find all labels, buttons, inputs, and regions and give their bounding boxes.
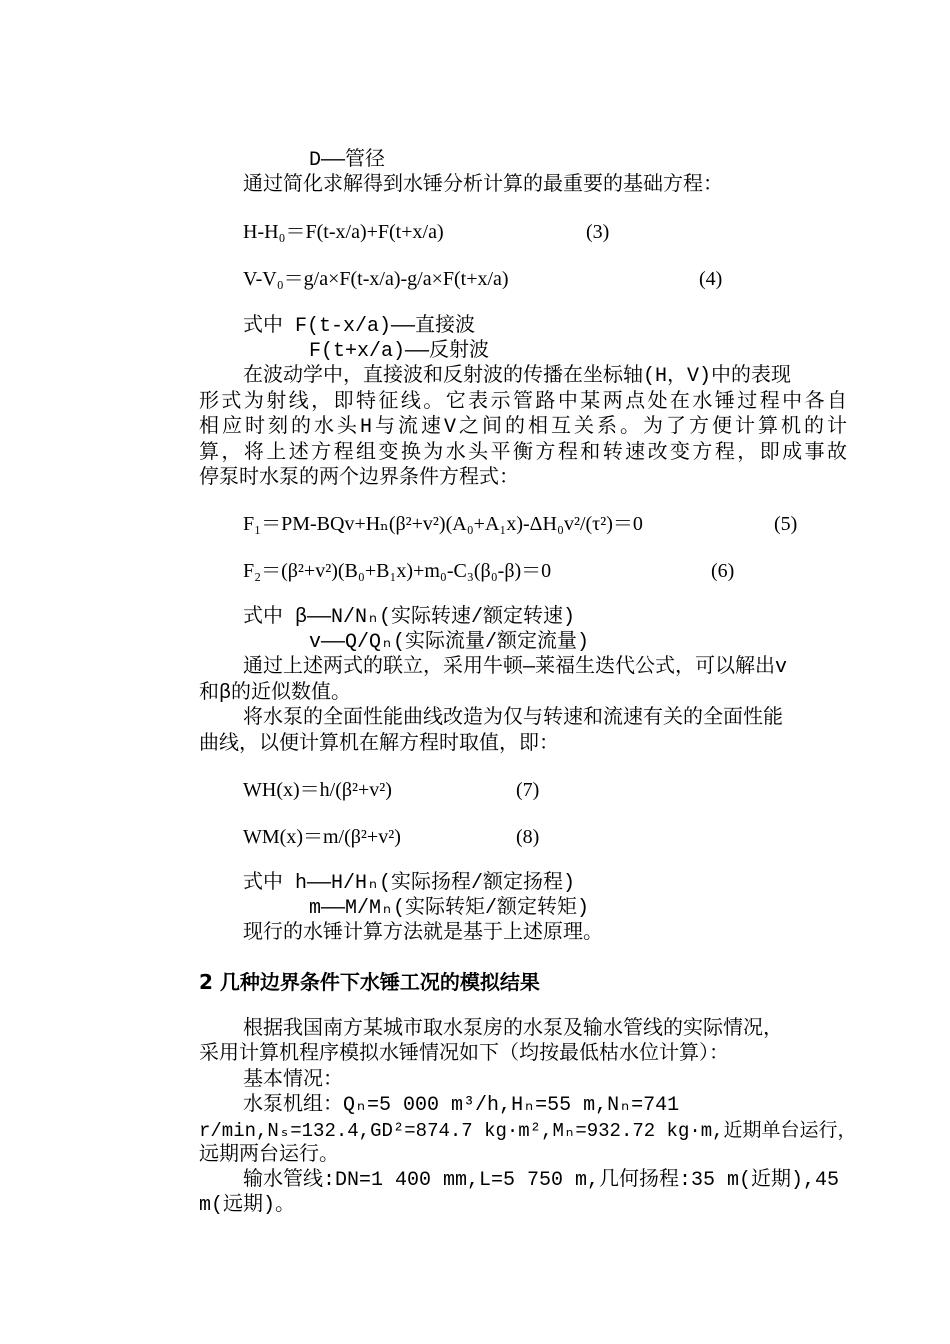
text-line: 在波动学中，直接波和反射波的传播在坐标轴(H，V)中的表现 <box>243 365 792 388</box>
equation-number: (6) <box>711 560 735 582</box>
equation-5: F₁＝PM-BQv+Hₙ(β²+v²)(A₀+A₁x)-ΔH₀v²/(τ²)＝0 <box>243 513 643 535</box>
equation-number: (3) <box>586 221 610 243</box>
text-line: 通过简化求解得到水锤分析计算的最重要的基础方程： <box>243 174 723 197</box>
text-line: F(t+x/a)——反射波 <box>309 340 490 363</box>
text-line: 基本情况： <box>243 1069 343 1092</box>
text-line: 式中 F(t-x/a)——直接波 <box>243 315 476 338</box>
text-line: 曲线，以便计算机在解方程时取值，即： <box>199 733 559 756</box>
equation-4: V-V₀＝g/a×F(t-x/a)-g/a×F(t+x/a) <box>243 268 509 290</box>
text-line: v——Q/Qₙ(实际流量/额定流量) <box>309 631 590 654</box>
text-line: 现行的水锤计算方法就是基于上述原理。 <box>243 922 603 945</box>
equation-8: WM(x)＝m/(β²+v²) <box>243 826 401 848</box>
text-line: 输水管线:DN=1 400 mm,L=5 750 m,几何扬程:35 m(近期),45 <box>243 1169 840 1192</box>
text-line: 水泵机组：Qₙ=5 000 m³/h,Hₙ=55 m,Nₙ=741 <box>243 1094 680 1117</box>
text-line: 式中 β——N/Nₙ(实际转速/额定转速) <box>243 606 576 629</box>
text-line: 算，将上述方程组变换为水头平衡方程和转速改变方程，即成事故 <box>199 442 847 465</box>
text-line: D——管径 <box>309 149 386 172</box>
text-line: 相应时刻的水头H与流速V之间的相互关系。为了方便计算机的计 <box>199 416 847 439</box>
equation-number: (8) <box>516 826 540 848</box>
text-line: 式中 h——H/Hₙ(实际扬程/额定扬程) <box>243 872 576 895</box>
equation-6: F₂＝(β²+v²)(B₀+B₁x)+m₀-C₃(β₀-β)＝0 <box>243 560 552 582</box>
text-line: 通过上述两式的联立，采用牛顿—莱福生迭代公式，可以解出v <box>243 656 788 679</box>
equation-number: (5) <box>774 513 798 535</box>
equation-number: (7) <box>516 779 540 801</box>
text-line: r/min,Nₛ=132.4,GD²=874.7 kg·m²,Mₙ=932.72 kg·m,近期单台运行， <box>199 1120 857 1142</box>
text-line: m——M/Mₙ(实际转矩/额定转矩) <box>309 897 590 920</box>
text-line: 和β的近似数值。 <box>199 682 352 705</box>
text-line: 采用计算机程序模拟水锤情况如下（均按最低枯水位计算）： <box>199 1043 729 1066</box>
text-line: 根据我国南方某城市取水泵房的水泵及输水管线的实际情况， <box>243 1018 783 1041</box>
equation-number: (4) <box>699 268 723 290</box>
text-line: 形式为射线，即特征线。它表示管路中某两点处在水锤过程中各自 <box>199 391 847 414</box>
text-line: 停泵时水泵的两个边界条件方程式： <box>199 467 519 490</box>
text-line: m(远期)。 <box>199 1194 296 1217</box>
section-heading: 2 几种边界条件下水锤工况的模拟结果 <box>199 970 540 994</box>
equation-3: H-H₀＝F(t-x/a)+F(t+x/a) <box>243 221 444 243</box>
text-line: 将水泵的全面性能曲线改造为仅与转速和流速有关的全面性能 <box>243 707 783 730</box>
equation-7: WH(x)＝h/(β²+v²) <box>243 779 392 801</box>
text-line: 远期两台运行。 <box>199 1144 339 1167</box>
